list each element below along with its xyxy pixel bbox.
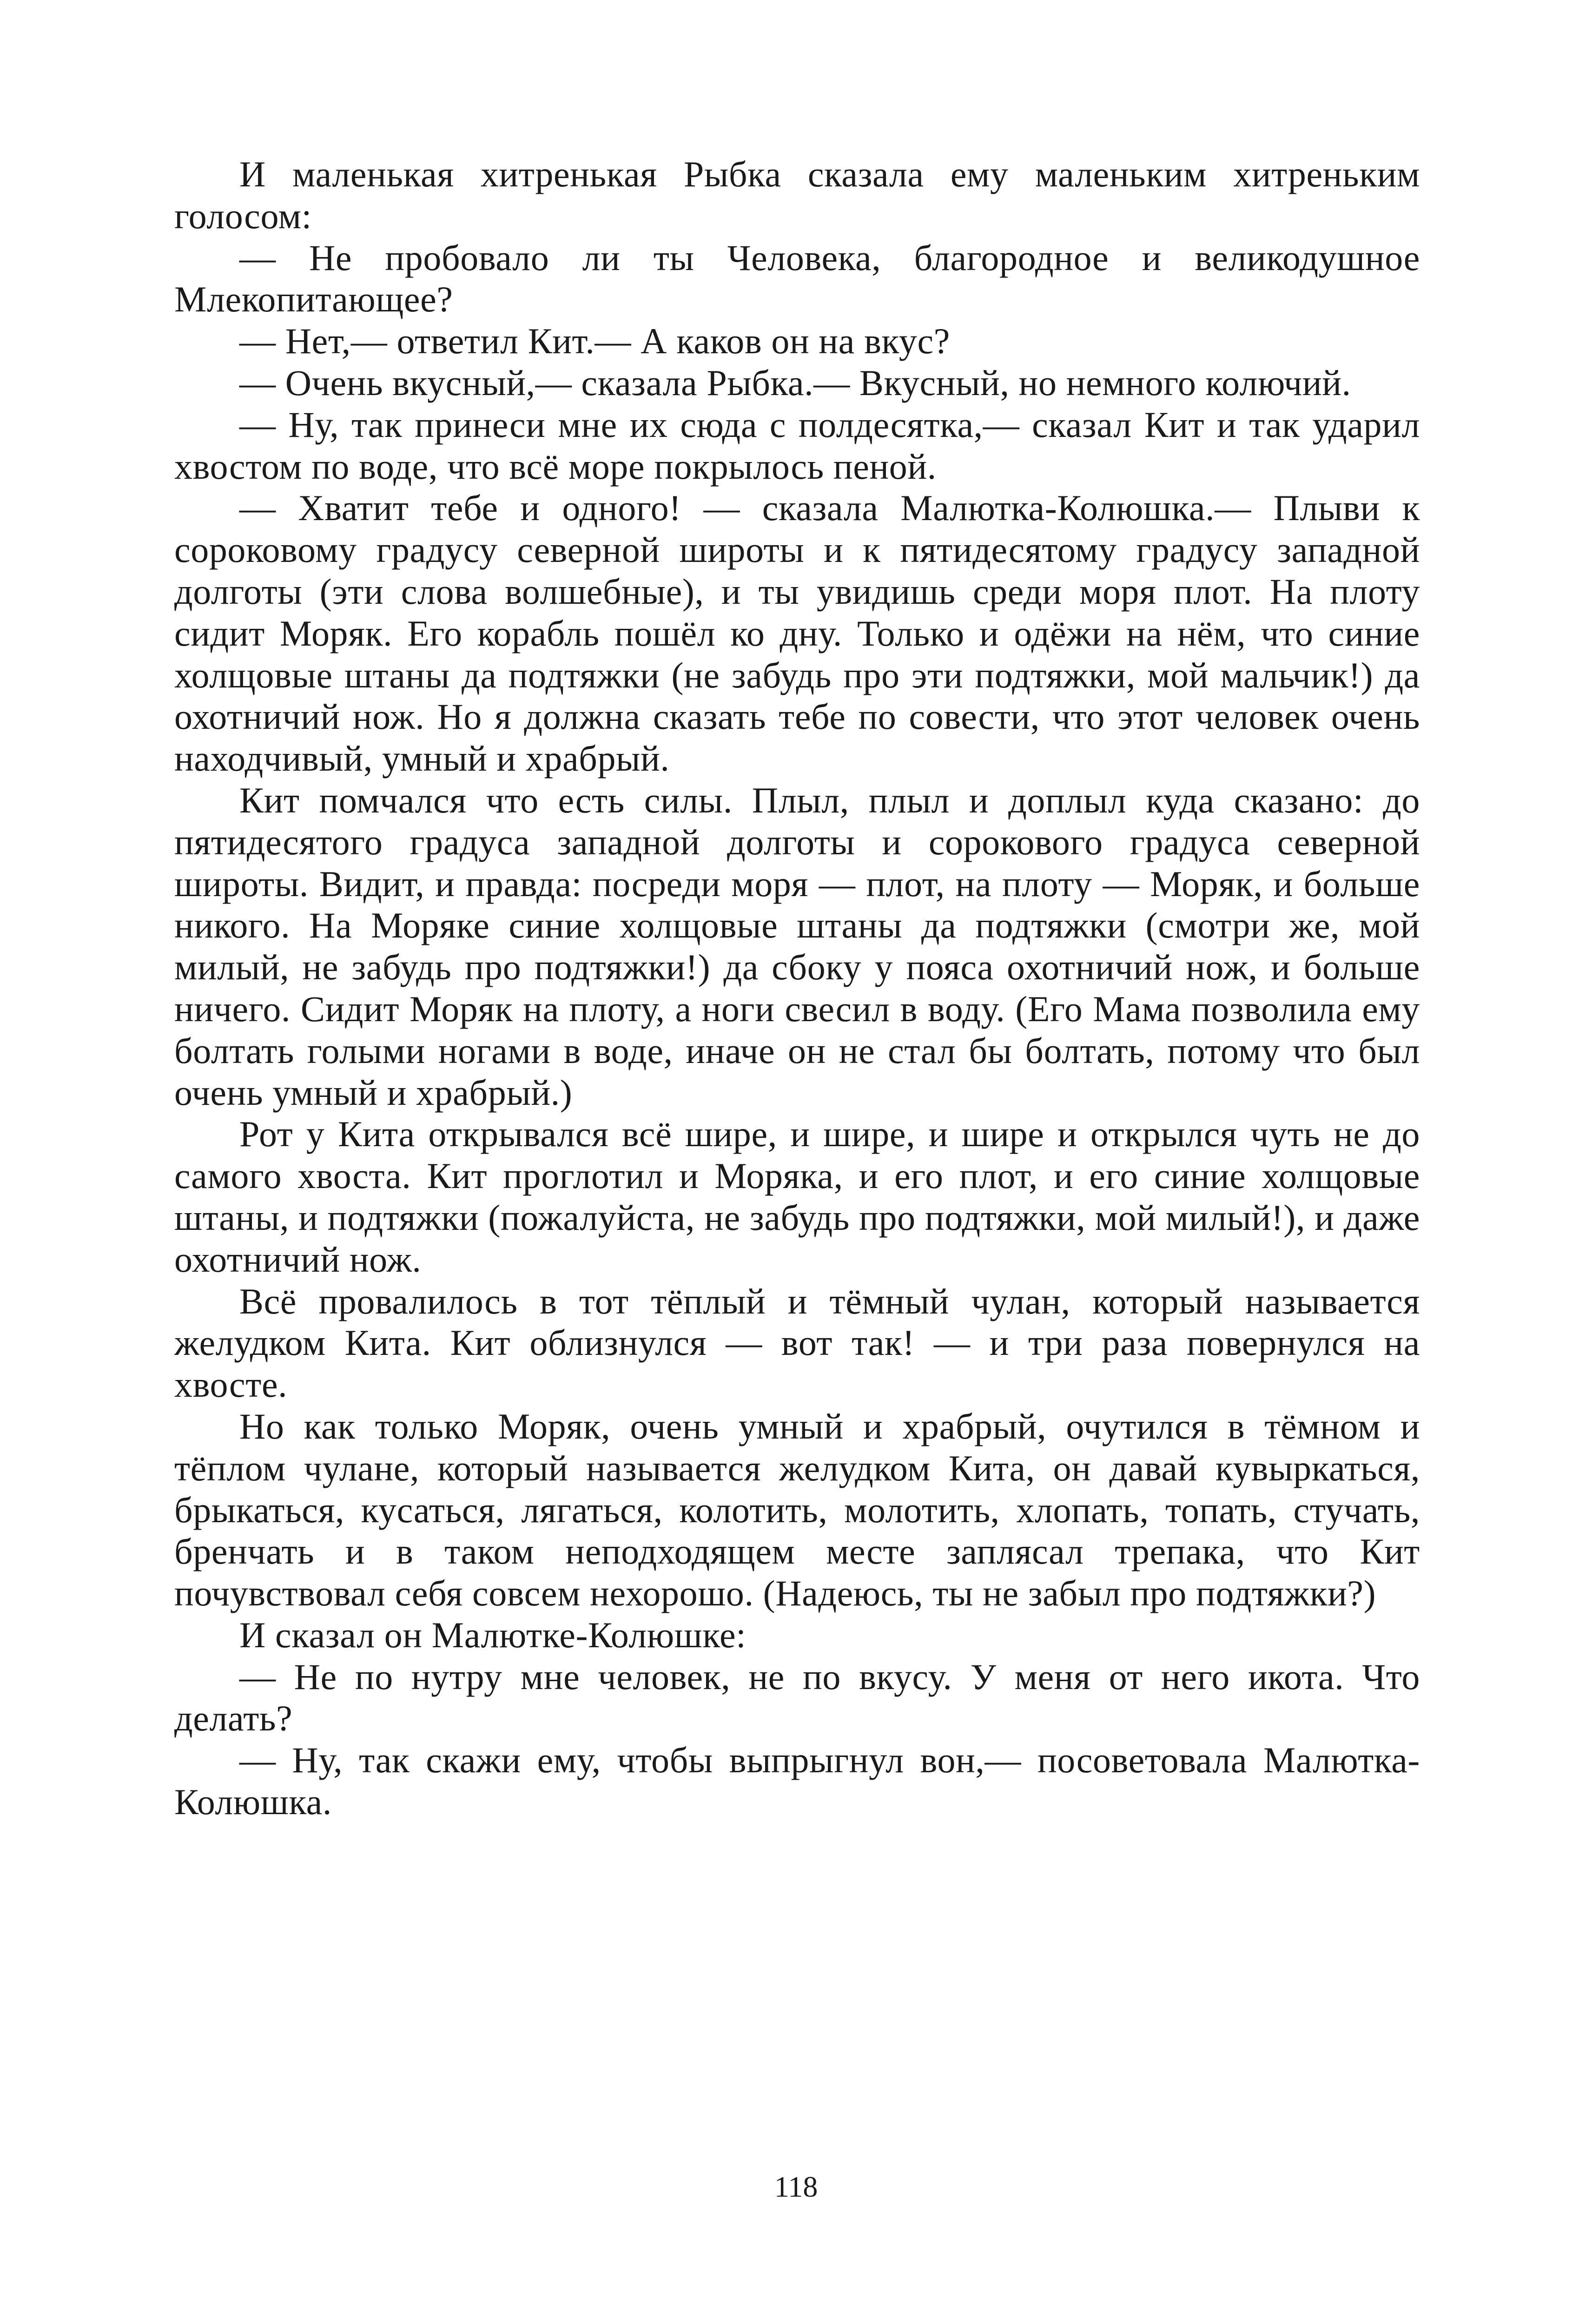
page-body xyxy=(174,153,1420,2208)
paragraph: — Ну, так принеси мне их сюда с полдесятка,— сказал Кит и так ударил хвостом по воде, что всё море покрылось пеной. xyxy=(174,404,1420,487)
story-text xyxy=(174,153,1420,1823)
paragraph: Всё провалилось в тот тёплый и тёмный чулан, который называется желудком Кита. Кит облизнулся — вот так! — и три раза повернулся на хвосте. xyxy=(174,1281,1420,1405)
paragraph: Рот у Кита открывался всё шире, и шире, и шире и открылся чуть не до самого хвоста. Кит проглотил и Моряка, и его плот, и его синие холщовые штаны, и подтяжки (пожалуйста, не забудь про подтяжки, мой милый!), и даже охотничий нож. xyxy=(174,1114,1420,1280)
paragraph: Кит помчался что есть силы. Плыл, плыл и доплыл куда сказано: до пятидесятого градуса западной долготы и сорокового градуса северной широты. Видит, и правда: посреди моря — плот, на плоту — Моряк, и больше никого. На Моряке синие холщовые штаны да подтяжки (смотри же, мой милый, не забудь про подтяжки!) да сбоку у пояса охотничий нож, и больше ничего. Сидит Моряк на плоту, а ноги свесил в воду. (Его Мама позволила ему болтать голыми ногами в воде, иначе он не стал бы болтать, потому что был очень умный и храбрый.) xyxy=(174,779,1420,1113)
paragraph: — Не по нутру мне человек, не по вкусу. У меня от него икота. Что делать? xyxy=(174,1656,1420,1739)
page-number: 118 xyxy=(774,2170,818,2203)
paragraph: — Нет,— ответил Кит.— А каков он на вкус? xyxy=(239,321,950,362)
paragraph: И сказал он Малютке-Колюшке: xyxy=(239,1614,746,1655)
paragraph: И маленькая хитренькая Рыбка сказала ему маленьким хитреньким голосом: xyxy=(174,154,1420,236)
paragraph: Но как только Моряк, очень умный и храбрый, очутился в тёмном и тёплом чулане, который называется желудком Кита, он давай кувыркаться, брыкаться, кусаться, лягаться, колотить, молотить, хлопать, топать, стучать, бренчать и в таком неподходящем месте заплясал трепака, что Кит почувствовал себя совсем нехорошо. (Надеюсь, ты не забыл про подтяжки?) xyxy=(174,1406,1420,1614)
paragraph: — Хватит тебе и одного! — сказала Малютка-Колюшка.— Плыви к сороковому градусу северной широты и к пятидесятому градусу западной долготы (эти слова волшебные), и ты увидишь среди моря плот. На плоту сидит Моряк. Его корабль пошёл ко дну. Только и одёжи на нём, что синие холщовые штаны да подтяжки (не забудь про эти подтяжки, мой мальчик!) да охотничий нож. Но я должна сказать тебе по совести, что этот человек очень находчивый, умный и храбрый. xyxy=(174,488,1420,779)
paragraph: — Ну, так скажи ему, чтобы выпрыгнул вон,— посоветовала Малютка-Колюшка. xyxy=(174,1740,1420,1822)
paragraph: — Не пробовало ли ты Человека, благородное и великодушное Млекопитающее? xyxy=(174,237,1420,320)
paragraph: — Очень вкусный,— сказала Рыбка.— Вкусный, но немного колючий. xyxy=(239,362,1351,403)
